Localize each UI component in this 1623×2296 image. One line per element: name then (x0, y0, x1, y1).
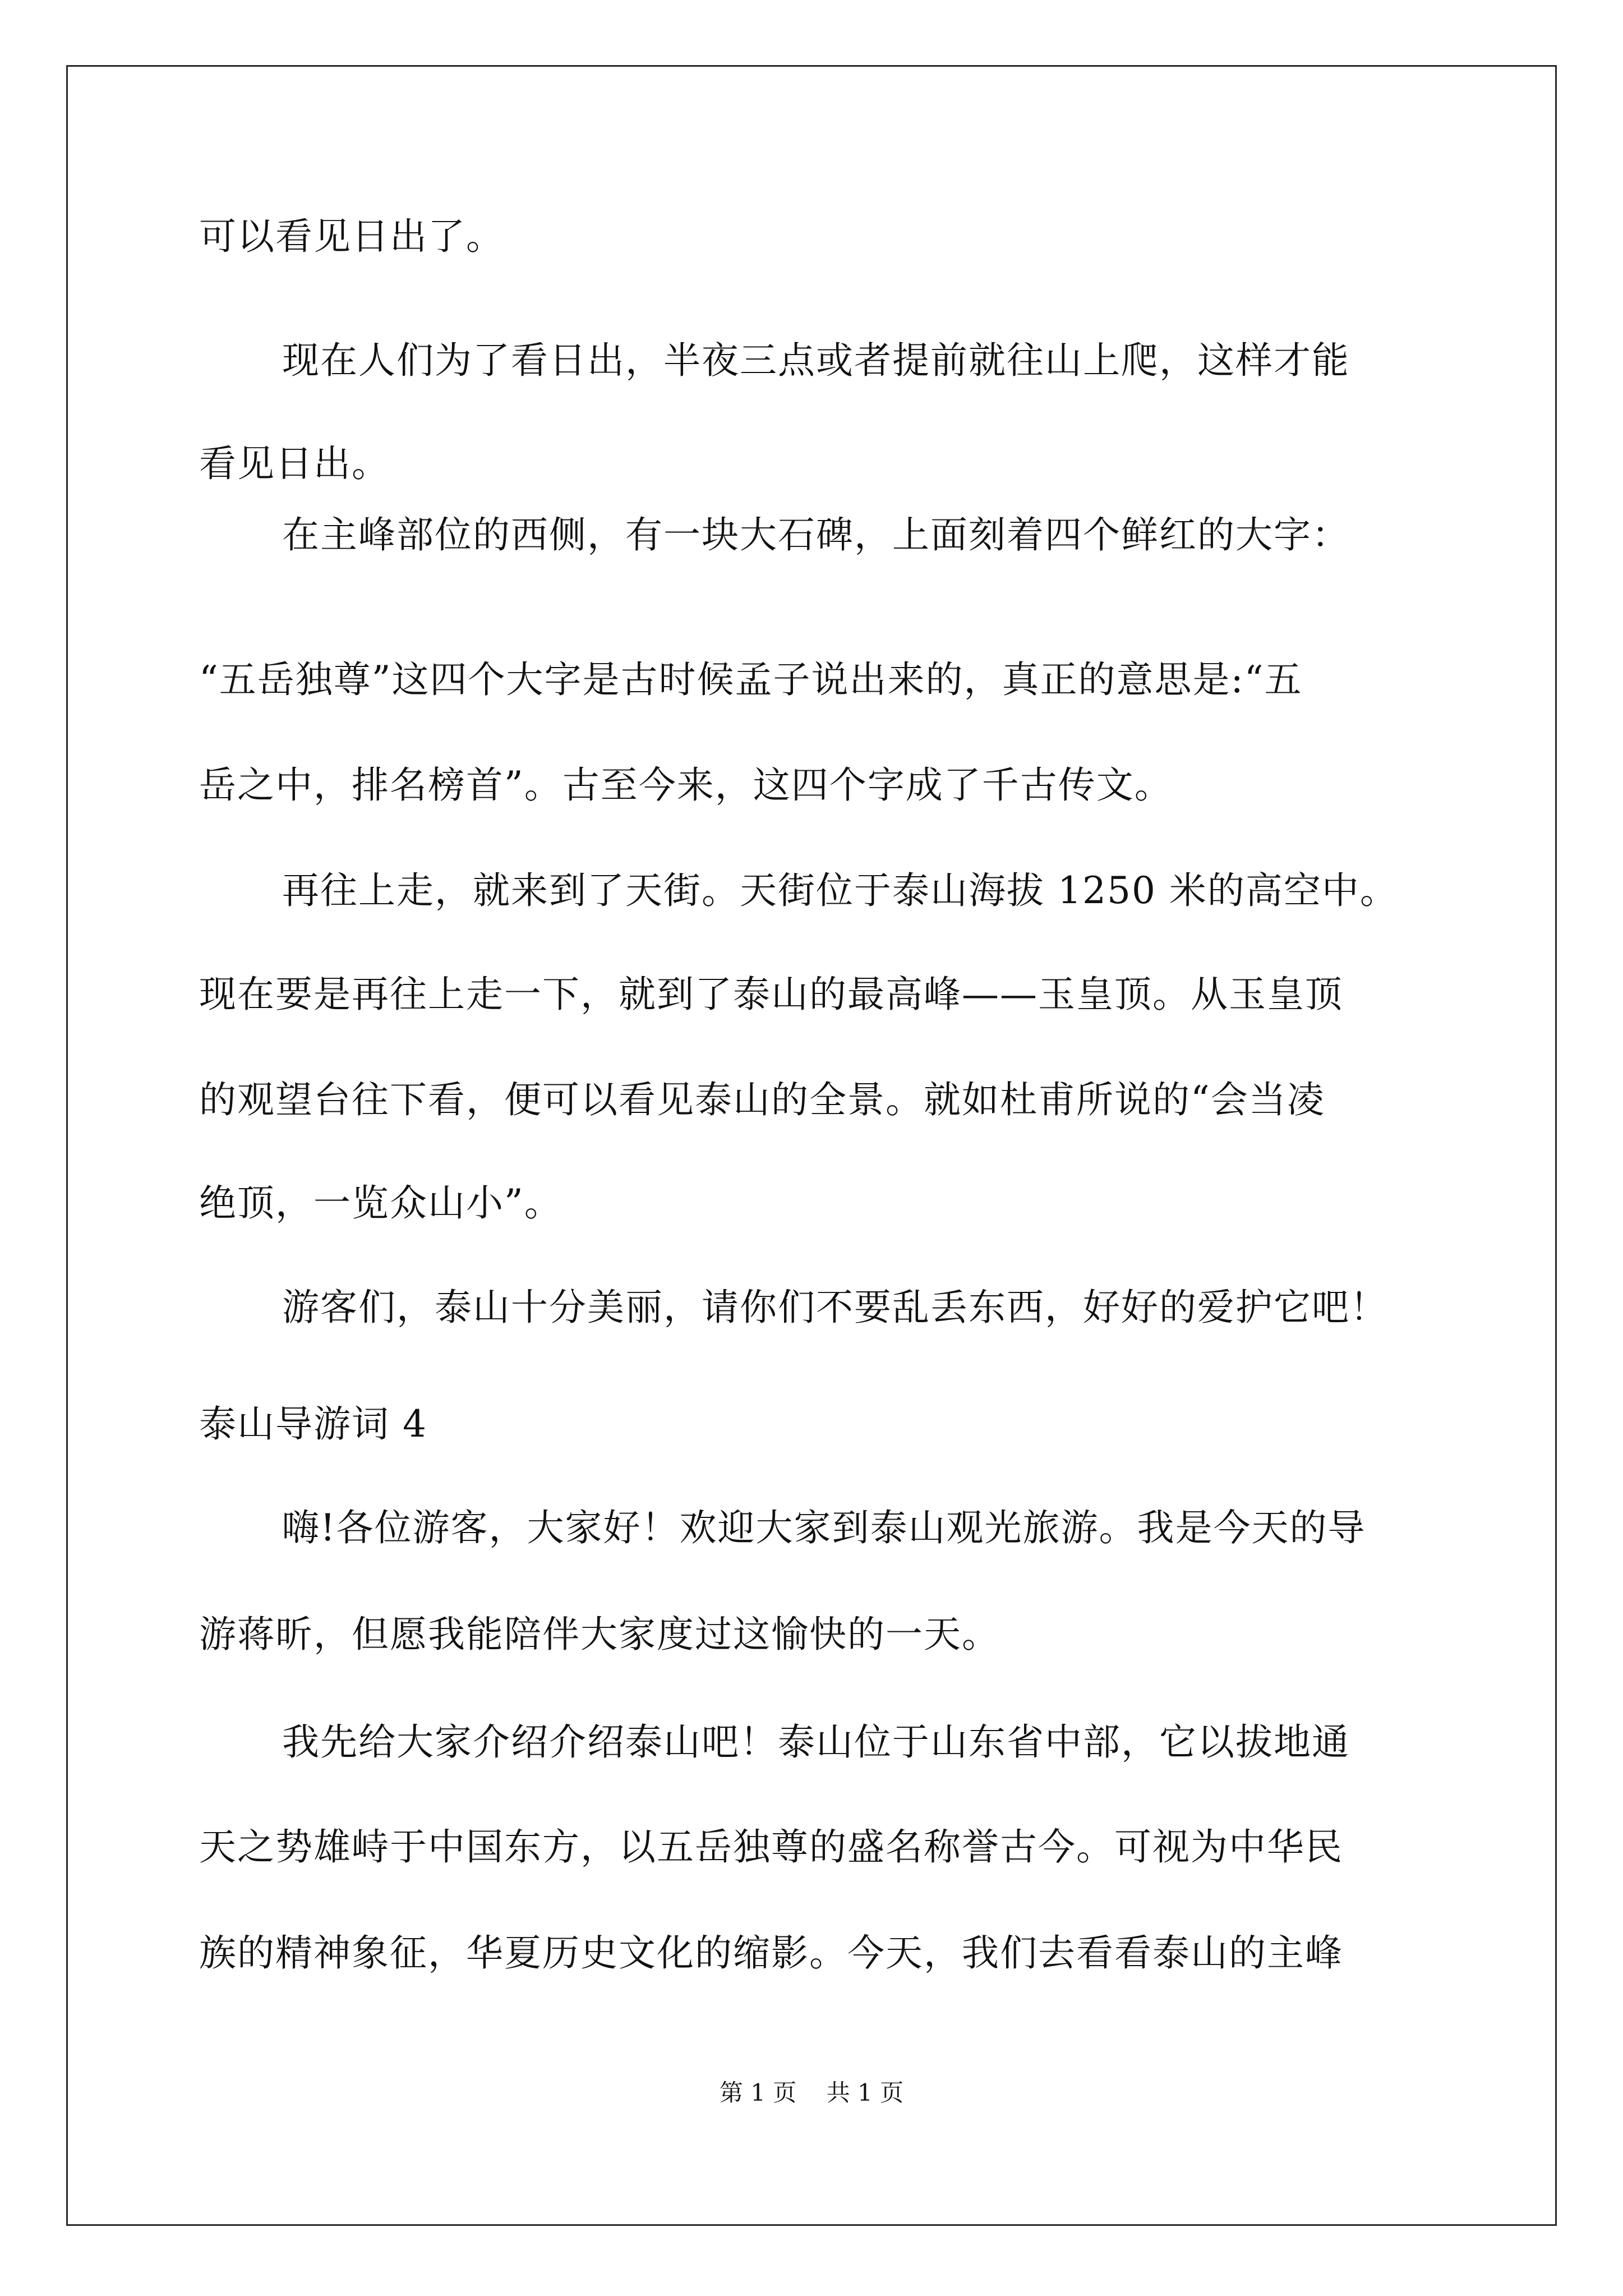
text-line: 可以看见日出了。 (199, 215, 504, 258)
text-line: 看见日出。 (199, 442, 390, 485)
text-line: 岳之中，排名榜首”。古至今来，这四个字成了千古传文。 (199, 763, 1173, 807)
text-line: 嗨!各位游客，大家好！欢迎大家到泰山观光旅游。我是今天的导 (282, 1506, 1366, 1549)
text-line: 在主峰部位的西侧，有一块大石碑，上面刻着四个鲜红的大字： (282, 513, 1350, 556)
page-footer: 第 1 页 共 1 页 (719, 2079, 904, 2106)
text-line: 现在人们为了看日出，半夜三点或者提前就往山上爬，这样才能 (282, 339, 1350, 382)
text-line: 我先给大家介绍介绍泰山吧！泰山位于山东省中部，它以拔地通 (282, 1720, 1350, 1764)
text-line: 游客们，泰山十分美丽，请你们不要乱丢东西，好好的爱护它吧！ (282, 1286, 1388, 1329)
text-line: 族的精神象征，华夏历史文化的缩影。今天，我们去看看泰山的主峰 (199, 1931, 1343, 1975)
text-line: 天之势雄峙于中国东方，以五岳独尊的盛名称誉古今。可视为中华民 (199, 1825, 1343, 1869)
page-border (66, 65, 1557, 2226)
text-line: “五岳独尊”这四个大字是古时候孟子说出来的，真正的意思是:“五 (199, 658, 1303, 701)
text-line: 再往上走，就来到了天街。天街位于泰山海拔 1250 米的高空中。 (282, 869, 1398, 912)
text-line: 绝顶，一览众山小”。 (199, 1181, 562, 1225)
text-line: 的观望台往下看，便可以看见泰山的全景。就如杜甫所说的“会当凌 (199, 1078, 1325, 1121)
section-heading: 泰山导游词 4 (199, 1402, 427, 1446)
text-line: 现在要是再往上走一下，就到了泰山的最高峰——玉皇顶。从玉皇顶 (199, 973, 1343, 1016)
text-line: 游蒋昕，但愿我能陪伴大家度过这愉快的一天。 (199, 1613, 1000, 1656)
